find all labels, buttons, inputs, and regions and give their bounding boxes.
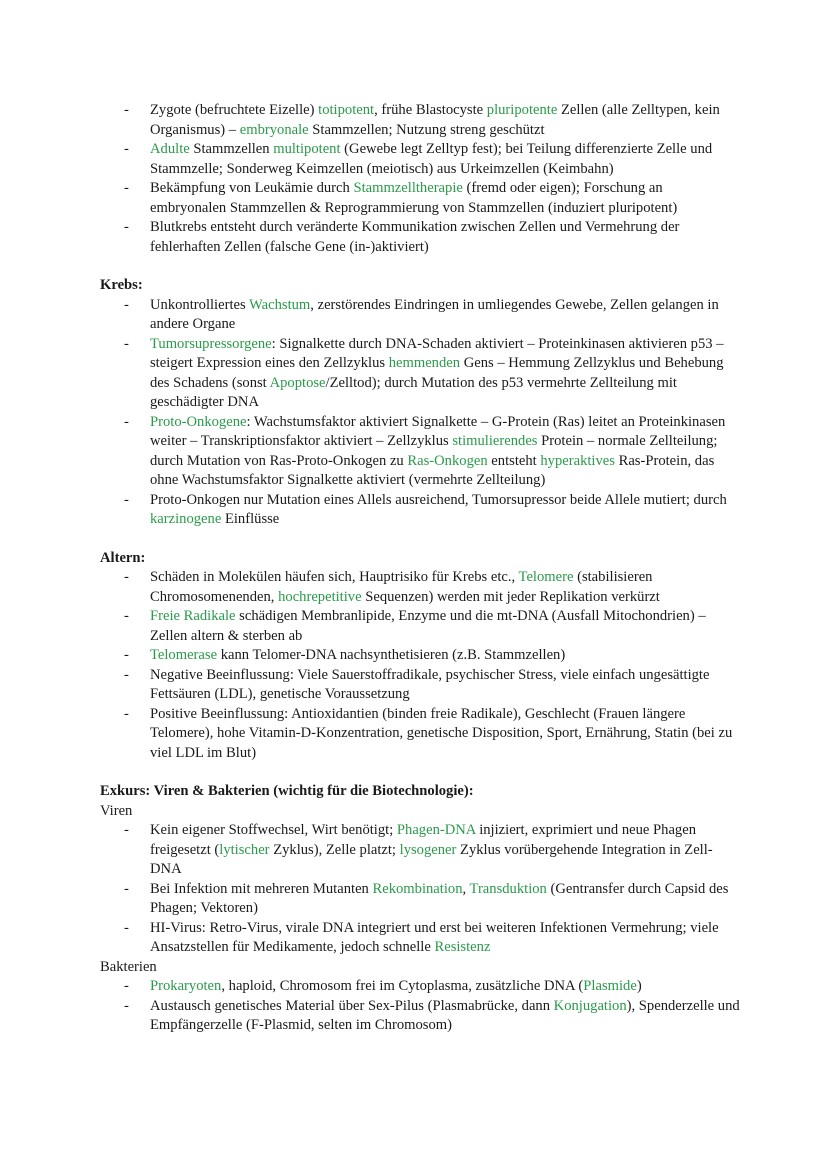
highlight-term: Rekombination <box>372 880 463 897</box>
highlight-term: Plasmide <box>583 978 637 994</box>
list-item <box>100 335 740 413</box>
text-run: kann Telomer-DNA nachsynthetisieren (z.B. Stammzellen) <box>217 647 566 663</box>
text-run: (fremd oder eigen); Forschung an embryonalen Stammzellen & Reprogrammierung von Stammzellen (induziert pluripotent) <box>150 180 678 216</box>
list-item <box>100 646 740 666</box>
text-run: HI-Virus: Retro-Virus, virale DNA integriert und erst bei weiteren Infektionen Vermehrung; viele Ansatzstellen für Medikamente, jedoch schnelle <box>150 919 719 955</box>
text-run: (Gentransfer durch Capsid des Phagen; Vektoren) <box>150 880 729 916</box>
text-run: : Wachstumsfaktor aktiviert Signalkette – G-Protein (Ras) leitet an Proteinkinasen weiter – Transkriptionsfaktor aktiviert – Zellzyklus <box>150 413 726 449</box>
text-run: Austausch genetisches Material über Sex-Pilus (Plasmabrücke, dann <box>150 997 554 1014</box>
text-run: Zellen (alle Zelltypen, kein Organismus) – <box>150 102 720 138</box>
text-run: Proto-Onkogen nur Mutation eines Allels ausreichend, Tumorsupressor beide Allele mutiert; durch <box>150 491 727 508</box>
text-run: (Gewebe legt Zelltyp fest); bei Teilung differenzierte Zelle und Stammzelle; Sonderweg Keimzellen (meiotisch) aus Urkeimzellen (Keimbahn) <box>150 141 713 177</box>
text-run: ), Spenderzelle und Empfängerzelle (F-Plasmid, selten im Chromosom) <box>150 997 740 1033</box>
text-run: Zygote (befruchtete Eizelle) <box>150 102 319 118</box>
section-heading: Exkurs: Viren & Bakterien (wichtig für die Biotechnologie): <box>100 783 474 799</box>
text-run: Schäden in Molekülen häufen sich, Hauptrisiko für Krebs etc., <box>150 569 519 585</box>
text-run: Bei Infektion mit mehreren Mutanten <box>150 880 373 897</box>
bullet-list <box>100 101 740 257</box>
highlight-term: Konjugation <box>553 997 627 1014</box>
subsection-label: Viren <box>100 802 133 819</box>
highlight-term: Prokaryoten <box>150 978 222 994</box>
highlight-term: Telomere <box>518 569 574 585</box>
highlight-term: Freie Radikale <box>150 608 236 624</box>
highlight-term: Phagen-DNA <box>396 822 476 838</box>
section-spacer <box>100 257 740 276</box>
list-item <box>100 607 740 646</box>
highlight-term: Ras-Onkogen <box>407 452 488 469</box>
section-spacer <box>100 763 740 782</box>
list-item <box>100 296 740 335</box>
text-run: Kein eigener Stoffwechsel, Wirt benötigt; <box>150 822 397 838</box>
highlight-term: Adulte <box>150 141 190 157</box>
text-run: , zerstörendes Eindringen in umliegendes Gewebe, Zellen gelangen in andere Organe <box>150 296 719 332</box>
list-item <box>100 997 740 1036</box>
text-run: Stammzellen <box>189 141 274 157</box>
section-heading: Altern: <box>100 549 146 566</box>
text-run: Ras-Protein, das ohne Wachstumsfaktor Signalkette aktiviert (vermehrte Zellteilung) <box>150 452 715 488</box>
list-item <box>100 977 740 997</box>
highlight-term: Telomerase <box>150 647 218 663</box>
highlight-term: Apoptose <box>269 374 326 391</box>
highlight-term: hyperaktives <box>540 452 615 469</box>
section-spacer <box>100 530 740 549</box>
text-run: Einflüsse <box>221 511 280 527</box>
text-run: , haploid, Chromosom frei im Cytoplasma, zusätzliche DNA ( <box>221 978 584 994</box>
text-run: Negative Beeinflussung: Viele Sauerstoffradikale, psychischer Stress, viele einfach ungesättigte Fettsäuren (LDL), genetische Voraussetzung <box>150 666 710 702</box>
list-item <box>100 491 740 530</box>
highlight-term: Resistenz <box>434 939 491 955</box>
text-run: , frühe Blastocyste <box>374 102 487 118</box>
subsection-label: Bakterien <box>100 958 157 975</box>
list-item <box>100 880 740 919</box>
text-run: entsteht <box>487 452 541 469</box>
list-item <box>100 666 740 705</box>
text-run: Zyklus), Zelle platzt; <box>269 841 400 858</box>
highlight-term: Proto-Onkogene <box>150 413 247 430</box>
highlight-term: Stammzelltherapie <box>353 180 463 196</box>
list-item <box>100 919 740 958</box>
list-item <box>100 218 740 257</box>
text-run: Unkontrolliertes <box>150 296 250 313</box>
list-item <box>100 179 740 218</box>
text-run: Bekämpfung von Leukämie durch <box>150 180 354 196</box>
list-item <box>100 101 740 140</box>
highlight-term: lytischer <box>219 841 270 858</box>
highlight-term: Tumorsupressorgene <box>150 335 272 352</box>
highlight-term: pluripotente <box>486 102 558 118</box>
bullet-list <box>100 568 740 763</box>
highlight-term: stimulierendes <box>452 433 538 449</box>
list-item <box>100 413 740 491</box>
text-run: schädigen Membranlipide, Enzyme und die mt-DNA (Ausfall Mitochondrien) – Zellen altern & sterben ab <box>150 608 706 644</box>
document-body <box>100 101 740 1036</box>
section-heading: Krebs: <box>100 277 143 293</box>
text-run: (stabilisieren Chromosomenenden, <box>150 569 653 605</box>
highlight-term: totipotent <box>318 102 375 118</box>
bullet-list <box>100 296 740 530</box>
highlight-term: lysogener <box>399 841 457 858</box>
highlight-term: multipotent <box>273 141 341 157</box>
text-run: Stammzellen; Nutzung streng geschützt <box>308 121 545 138</box>
highlight-term: Wachstum <box>249 296 311 313</box>
text-run: ) <box>636 978 642 994</box>
list-item <box>100 140 740 179</box>
text-run: Protein – normale Zellteilung; durch Mutation von Ras-Proto-Onkogen zu <box>150 433 718 469</box>
highlight-term: embryonale <box>239 121 309 138</box>
text-run: : Signalkette durch DNA-Schaden aktiviert – Proteinkinasen aktivieren p53 – steigert Expression eines den Zellzyklus <box>150 335 724 371</box>
list-item <box>100 705 740 764</box>
list-item <box>100 821 740 880</box>
bullet-list <box>100 821 740 958</box>
text-run: Sequenzen) werden mit jeder Replikation verkürzt <box>361 588 660 605</box>
text-run: /Zelltod); durch Mutation des p53 vermehrte Zellteilung mit geschädigter DNA <box>150 374 677 410</box>
text-run: injiziert, exprimiert und neue Phagen freigesetzt ( <box>150 822 697 858</box>
highlight-term: karzinogene <box>150 511 222 527</box>
text-run: Gens – Hemmung Zellzyklus und Behebung des Schadens (sonst <box>150 355 724 391</box>
highlight-term: hochrepetitive <box>278 588 362 605</box>
text-run: , <box>462 880 470 897</box>
text-run: Blutkrebs entsteht durch veränderte Kommunikation zwischen Zellen und Vermehrung der fehlerhaften Zellen (falsche Gene (in-)aktiviert) <box>150 219 680 255</box>
text-run: Positive Beeinflussung: Antioxidantien (binden freie Radikale), Geschlecht (Frauen längere Telomere), hohe Vitamin-D-Konzentration, genetische Disposition, Sport, Ernährung, Statin (bei zu viel LDL im Blut) <box>150 705 733 761</box>
list-item <box>100 568 740 607</box>
bullet-list <box>100 977 740 1036</box>
highlight-term: hemmenden <box>388 355 461 371</box>
text-run: Zyklus vorübergehende Integration in Zell-DNA <box>150 841 713 877</box>
highlight-term: Transduktion <box>469 880 547 897</box>
